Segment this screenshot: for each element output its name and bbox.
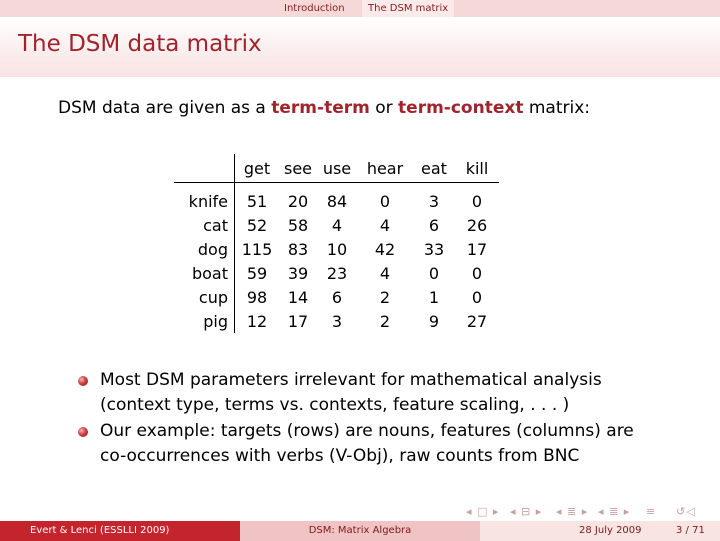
footer-page-number: 3 / 71 [676, 525, 705, 536]
term-term-highlight: term-term [271, 98, 370, 118]
matrix-cell: 14 [287, 287, 309, 307]
column-header: get [235, 154, 280, 183]
matrix-cell: 33 [423, 239, 445, 259]
row-label: cat [174, 213, 235, 237]
bullet-ball-icon [78, 427, 88, 437]
matrix-header-row [174, 154, 499, 183]
matrix-cell: 9 [428, 311, 440, 331]
matrix-cell: 115 [241, 239, 273, 259]
bullet-list [78, 368, 698, 470]
footer-author-segment [0, 521, 240, 541]
bullet-text-line: Our example: targets (rows) are nouns, features (columns) are [100, 421, 634, 441]
matrix-cell: 42 [374, 239, 396, 259]
bullet-ball-icon [78, 376, 88, 386]
matrix-row [174, 237, 499, 261]
nav-section-icon[interactable]: ◂ ≣ ▸ [556, 505, 589, 518]
matrix-cell: 17 [287, 311, 309, 331]
nav-search-icon[interactable]: ↺◁ [676, 505, 696, 518]
nav-align-icon[interactable]: ≡ [646, 505, 657, 518]
matrix-corner [174, 154, 235, 183]
matrix-cell: 4 [331, 215, 343, 235]
matrix-cell: 27 [466, 311, 488, 331]
bullet-text-line: (context type, terms vs. contexts, feature scaling, . . . ) [100, 395, 570, 415]
column-header: eat [413, 154, 455, 183]
matrix-row [174, 183, 499, 214]
matrix-cell: 58 [287, 215, 309, 235]
matrix-cell: 59 [246, 263, 268, 283]
footer-author: Evert & Lenci (ESSLLI 2009) [30, 525, 170, 536]
matrix-cell: 0 [428, 263, 440, 283]
row-label: pig [174, 309, 235, 333]
matrix-cell: 0 [471, 287, 483, 307]
row-label: boat [174, 261, 235, 285]
nav-tab-dsm-matrix[interactable]: The DSM matrix [362, 0, 454, 17]
matrix-cell: 26 [466, 215, 488, 235]
matrix-cell: 0 [471, 263, 483, 283]
intro-suffix: matrix: [523, 98, 591, 118]
matrix-row [174, 309, 499, 333]
dsm-matrix-table [174, 154, 499, 333]
matrix-cell: 6 [428, 215, 440, 235]
matrix-cell: 2 [379, 311, 391, 331]
matrix-cell: 0 [379, 191, 391, 211]
column-header: see [279, 154, 317, 183]
matrix-cell: 17 [466, 239, 488, 259]
matrix-row [174, 285, 499, 309]
matrix-cell: 6 [331, 287, 343, 307]
matrix-cell: 84 [326, 191, 348, 211]
matrix-cell: 1 [428, 287, 440, 307]
matrix-row [174, 213, 499, 237]
column-header: kill [455, 154, 499, 183]
intro-sentence [58, 98, 590, 118]
nav-prev-frame-icon[interactable]: ◂ □ ▸ [466, 505, 500, 518]
bullet-text-line: Most DSM parameters irrelevant for mathematical analysis [100, 370, 602, 390]
term-context-highlight: term-context [398, 98, 524, 118]
bullet-text-line: co-occurrences with verbs (V-Obj), raw counts from BNC [100, 446, 580, 466]
matrix-cell: 98 [246, 287, 268, 307]
section-navigation [0, 0, 720, 17]
matrix-cell: 83 [287, 239, 309, 259]
footer-date-segment [480, 521, 720, 541]
matrix-cell: 23 [326, 263, 348, 283]
footer-title: DSM: Matrix Algebra [308, 525, 412, 536]
footer-date: 28 July 2009 [579, 525, 642, 536]
frame-title: The DSM data matrix [18, 31, 262, 57]
bullet-item [78, 368, 698, 418]
nav-subsection-icon[interactable]: ◂ ⊟ ▸ [510, 505, 543, 518]
matrix-cell: 39 [287, 263, 309, 283]
row-label: dog [174, 237, 235, 261]
frame-title-bar [0, 17, 720, 77]
intro-prefix: DSM data are given as a [58, 98, 272, 118]
footer-title-segment [240, 521, 480, 541]
matrix-cell: 0 [471, 191, 483, 211]
row-label: knife [174, 183, 235, 214]
nav-tab-introduction[interactable]: Introduction [284, 3, 345, 14]
row-label: cup [174, 285, 235, 309]
matrix-cell: 20 [287, 191, 309, 211]
bullet-item [78, 419, 698, 469]
intro-middle: or [369, 98, 399, 118]
matrix-cell: 51 [246, 191, 268, 211]
matrix-row [174, 261, 499, 285]
column-header: use [317, 154, 357, 183]
nav-section-next-icon[interactable]: ◂ ≣ ▸ [598, 505, 631, 518]
footer-bar [0, 521, 720, 541]
matrix-cell: 2 [379, 287, 391, 307]
matrix-cell: 4 [379, 263, 391, 283]
matrix-cell: 3 [331, 311, 343, 331]
matrix-cell: 52 [246, 215, 268, 235]
matrix-cell: 12 [246, 311, 268, 331]
matrix-cell: 4 [379, 215, 391, 235]
matrix-cell: 10 [326, 239, 348, 259]
matrix-cell: 3 [428, 191, 440, 211]
column-header: hear [357, 154, 413, 183]
